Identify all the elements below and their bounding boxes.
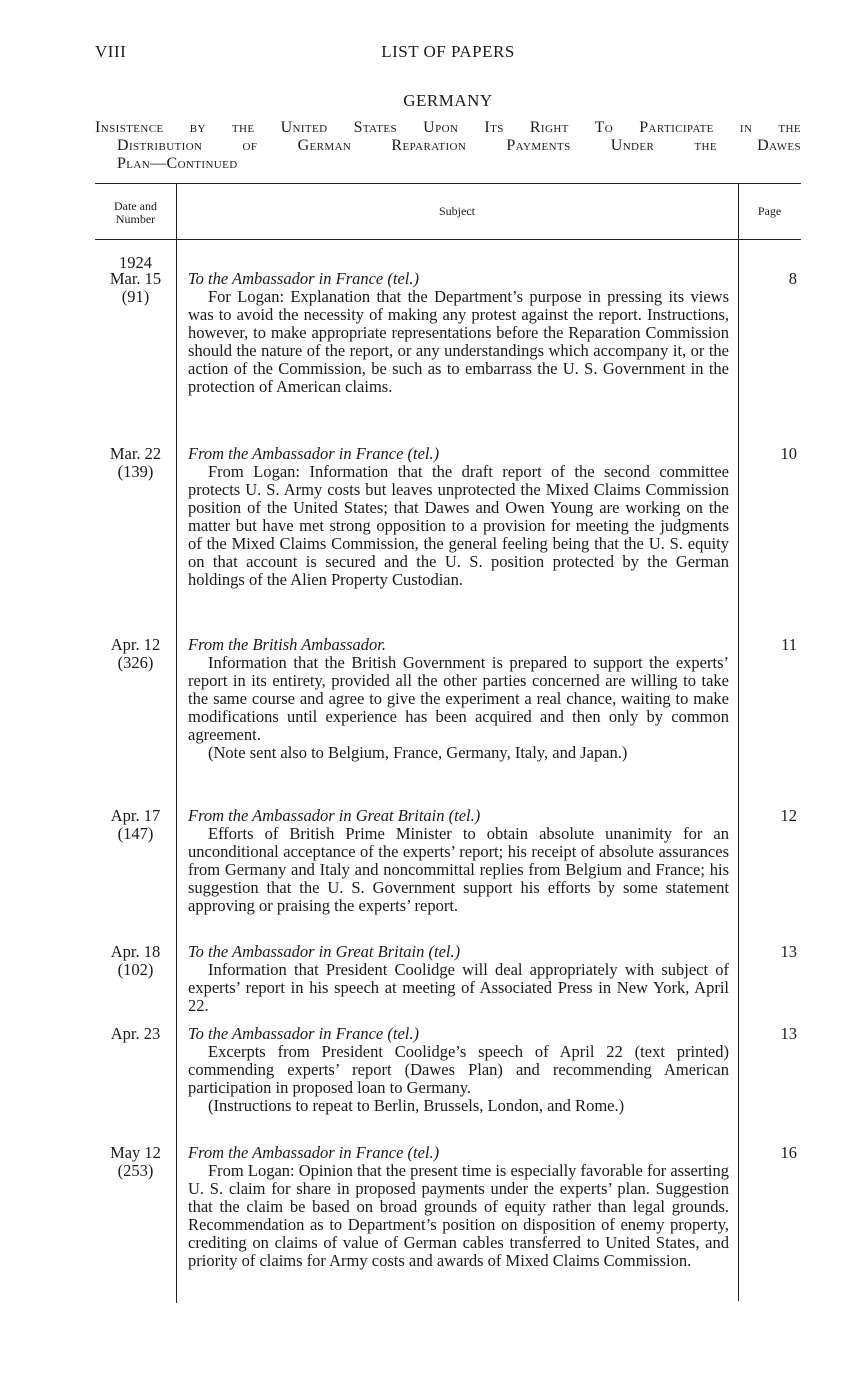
entry-number: (139) — [117, 462, 154, 481]
running-head — [95, 42, 801, 64]
entry-date-cell — [95, 943, 176, 979]
running-title: LIST OF PAPERS — [381, 42, 515, 61]
subtitle-line: Insistence by the United States Upon Its Right To Participate in the — [95, 119, 801, 136]
correspondent-name: From the Ambassador in France — [188, 1143, 404, 1162]
entry-number: (253) — [117, 1161, 154, 1180]
entry-number: (326) — [117, 653, 154, 672]
entry-subject-cell — [188, 636, 729, 762]
entry-correspondent — [188, 807, 729, 825]
entry-page-number: 13 — [780, 1024, 797, 1043]
entry-number: (102) — [117, 960, 154, 979]
entry-subject-cell — [188, 943, 729, 1015]
telegram-marker: (tel.) — [407, 444, 440, 463]
entry-date-cell — [95, 270, 176, 306]
entry-date: Apr. 12 — [110, 635, 161, 654]
correspondent-name: To the Ambassador in France — [188, 269, 384, 288]
section-title: GERMANY — [403, 91, 493, 110]
entry-subject-cell — [188, 807, 729, 915]
entry-subject-cell — [188, 445, 729, 589]
telegram-marker: (tel.) — [387, 269, 419, 288]
entry-correspondent — [188, 1025, 729, 1043]
entry-date: Apr. 18 — [110, 942, 161, 961]
subtitle-line: Distribution of German Reparation Payments Under the Dawes — [117, 137, 801, 154]
column-header-subject: Subject — [439, 204, 475, 218]
entry-date: May 12 — [110, 1143, 161, 1162]
correspondent-name: To the Ambassador in France — [188, 1024, 384, 1043]
entry-number: (147) — [117, 824, 154, 843]
column-divider-date — [176, 183, 177, 1303]
entry-correspondent — [188, 1144, 729, 1162]
page-number: VIII — [95, 42, 127, 61]
correspondent-name: From the Ambassador in France — [188, 444, 404, 463]
entry-summary: From Logan: Opinion that the present time is especially favorable for asserting U. S. claim for share in proposed payments under the experts’ plan. Suggestion that the claim be based on broad grounds of equity rather than legal grounds. Recommendation as to Department’s position on disposition of enemy property, crediting on claims of value of German cables transferred to United States, and priority of claims for Army costs and awards of Mixed Claims Commission. — [188, 1161, 729, 1270]
entry-date: Mar. 22 — [109, 444, 162, 463]
entry-summary: From Logan: Information that the draft report of the second committee protects U. S. Army costs but leaves unprotected the Mixed Claims Commission position of the United States; that Dawes and Owen Young are working on the matter but have met strong opposition to a provision for meeting the judgments of the Mixed Claims Commission, the general feeling being that the U. S. equity on that account is secured and the U. S. position protected by the German holdings of the Alien Property Custodian. — [188, 462, 729, 589]
entry-page-number: 16 — [780, 1143, 797, 1162]
entry-summary: Efforts of British Prime Minister to obtain absolute unanimity for an unconditional acceptance of the experts’ report; his receipt of absolute assurances from Germany and Italy and noncommittal replies from Belgium and France; his suggestion that the U. S. Government support his efforts by some statement approving or praising the experts’ report. — [188, 824, 729, 915]
entry-summary: (Instructions to repeat to Berlin, Brussels, London, and Rome.) — [208, 1096, 625, 1115]
correspondent-name: From the Ambassador in Great Britain — [188, 806, 445, 825]
entry-date: Apr. 17 — [110, 806, 161, 825]
table-top-rule — [95, 183, 801, 184]
column-header-date: Date and Number — [114, 199, 157, 226]
entry-number: (91) — [121, 287, 150, 306]
entry-date-cell — [95, 1025, 176, 1043]
correspondent-name: To the Ambassador in Great Britain — [188, 942, 425, 961]
entry-date-cell — [95, 807, 176, 843]
entry-date: Mar. 15 — [109, 269, 162, 288]
entry-date: Apr. 23 — [110, 1024, 161, 1043]
entry-date-cell — [95, 1144, 176, 1180]
entry-page-number: 13 — [780, 942, 797, 961]
section-subtitle — [95, 119, 801, 173]
table-header-rule — [95, 239, 801, 240]
entry-correspondent — [188, 445, 729, 463]
telegram-marker: (tel.) — [387, 1024, 419, 1043]
telegram-marker: (tel.) — [428, 942, 461, 961]
column-divider-page — [738, 183, 739, 1301]
column-header-page: Page — [757, 204, 782, 218]
entry-page-number: 10 — [780, 444, 797, 463]
year-label: 1924 — [119, 253, 152, 272]
entry-summary: Information that President Coolidge will deal appropriately with subject of experts’ report in his speech at meeting of Associated Press in New York, April 22. — [188, 960, 729, 1015]
entry-date-cell — [95, 636, 176, 672]
entry-correspondent — [188, 636, 729, 654]
subtitle-line: Plan—Continued — [117, 155, 238, 172]
entry-date-cell — [95, 445, 176, 481]
entry-correspondent — [188, 270, 729, 288]
entry-summary: Excerpts from President Coolidge’s speech of April 22 (text printed) commending experts’ report (Dawes Plan) and recommending American participation in proposed loan to Germany. — [188, 1042, 729, 1097]
entry-summary: For Logan: Explanation that the Department’s purpose in pressing its views was to avoid the necessity of making any protest against the report. Instructions, however, to make appropriate representations before the Reparation Commission should the nature of the report, or any understandings which accompany it, or the action of the Commission, be such as to embarrass the U. S. Government in the protection of American claims. — [188, 287, 729, 396]
telegram-marker: (tel.) — [407, 1143, 440, 1162]
entry-page-number: 12 — [780, 806, 797, 825]
entry-subject-cell — [188, 1144, 729, 1270]
entry-summary: (Note sent also to Belgium, France, Germany, Italy, and Japan.) — [208, 743, 628, 762]
telegram-marker: (tel.) — [448, 806, 481, 825]
papers-table — [95, 183, 801, 1303]
entry-correspondent — [188, 943, 729, 961]
entry-page-number: 11 — [781, 635, 797, 654]
entry-subject-cell — [188, 270, 729, 396]
entry-page-number: 8 — [788, 269, 797, 288]
correspondent-name: From the British Ambassador. — [188, 635, 387, 654]
entry-summary: Information that the British Government is prepared to support the experts’ report in its entirety, provided all the other parties concerned are willing to take the same course and agree to give the experiment a real chance, waiting to make modifications until experience has been acquired and then only by common agreement. — [188, 653, 729, 744]
entry-subject-cell — [188, 1025, 729, 1115]
